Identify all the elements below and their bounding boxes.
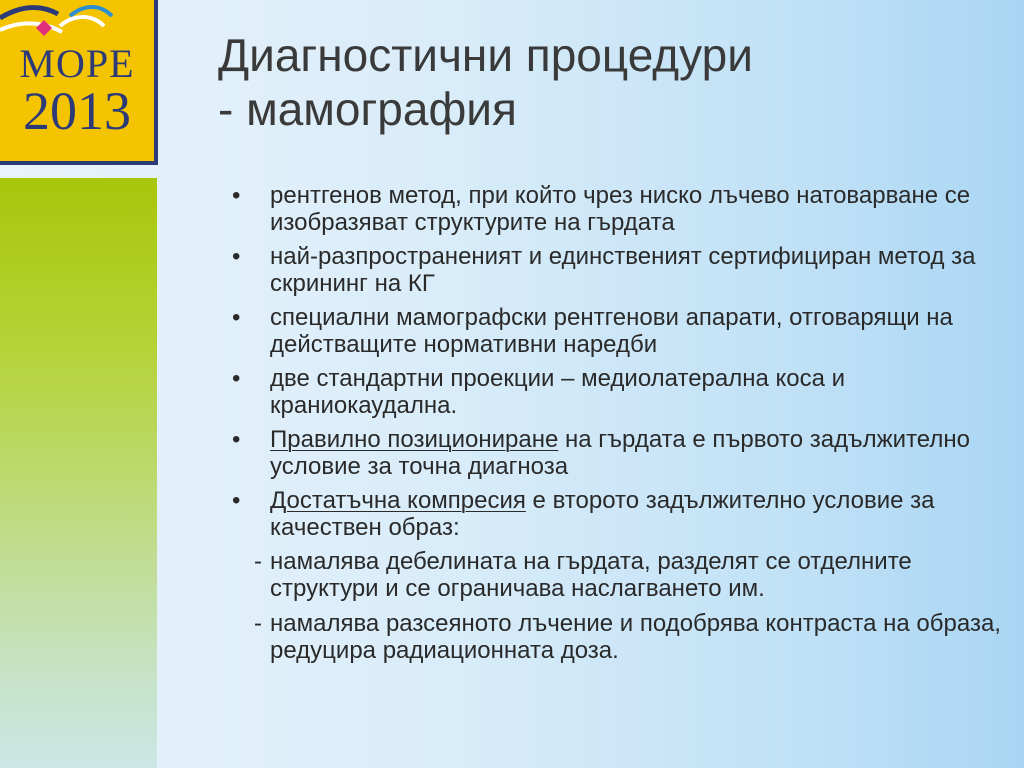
bullet-item [232, 304, 1007, 358]
side-strip [0, 178, 157, 768]
slide-content [232, 182, 1007, 672]
bullet-item [232, 243, 1007, 297]
sub-item [232, 548, 1007, 602]
bullet-text: рентгенов метод, при който чрез ниско лъчево натоварване се изобразяват структурите на гърдата [270, 182, 971, 236]
bullet-emphasis: Правилно позициониране [270, 426, 559, 453]
title-line-2: - мамография [218, 83, 517, 135]
bullet-icon: • [232, 304, 241, 331]
bullet-emphasis: Достатъчна компресия [270, 487, 526, 514]
bullet-text: най-разпространеният и единственият сертифициран метод за скрининг на КГ [270, 243, 976, 297]
bullet-item [232, 426, 1007, 480]
title-line-1: Диагностични процедури [218, 29, 753, 81]
bullet-text: на гърдата е първото задължително условие за точна диагноза [270, 426, 970, 480]
bullet-text: две стандартни проекции – медиолатерална коса и краниокаудална. [270, 365, 846, 419]
bullet-icon: • [232, 426, 241, 453]
bullet-icon: • [232, 182, 241, 209]
bullet-item [232, 182, 1007, 236]
bullet-icon: • [232, 487, 241, 514]
bullet-item [232, 487, 1007, 541]
slide-title [218, 28, 753, 136]
bullet-icon: • [232, 243, 241, 270]
dash-marker: - [254, 610, 262, 637]
logo-word: МОРЕ [19, 41, 135, 86]
bullet-text: специални мамографски рентгенови апарати, отговарящи на действащите нормативни наредби [270, 304, 953, 358]
bullet-text: е второто задължително условие за качествен образ: [270, 487, 935, 541]
bullet-icon: • [232, 365, 241, 392]
dash-marker: - [254, 548, 262, 575]
sub-item-text: намалява разсеяното лъчение и подобрява контраста на образа, редуцира радиационната доза. [270, 610, 1001, 664]
conference-logo [0, 0, 158, 165]
sub-item [232, 610, 1007, 664]
logo-year: 2013 [23, 81, 131, 141]
bullet-item [232, 365, 1007, 419]
sub-item-text: намалява дебелината на гърдата, разделят се отделните структури и се ограничава наслагването им. [270, 548, 912, 602]
